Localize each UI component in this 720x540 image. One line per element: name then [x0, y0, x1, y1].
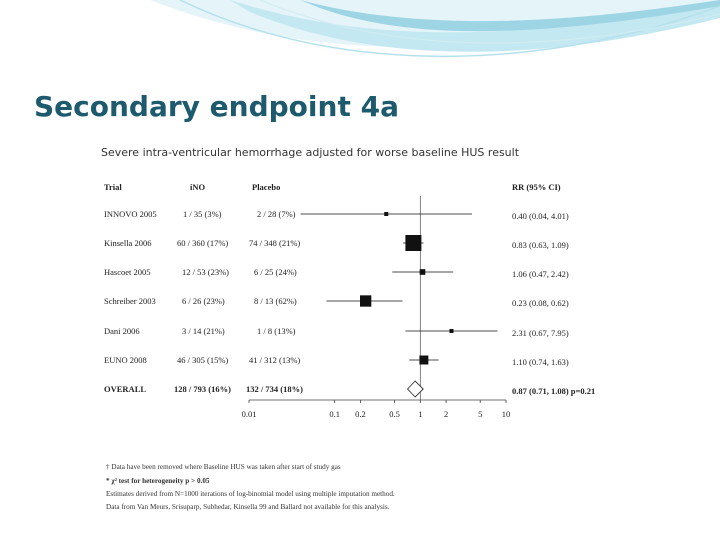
placebo-count: 6 / 25 (24%) — [254, 267, 297, 277]
trial-name: Schreiber 2003 — [104, 296, 156, 306]
point-estimate-square — [420, 269, 426, 275]
chart-subtitle: Severe intra-ventricular hemorrhage adjusted for worse baseline HUS result — [101, 146, 520, 159]
header-trial: Trial — [104, 182, 122, 192]
x-tick-label: 1 — [418, 409, 423, 419]
placebo-count: 1 / 8 (13%) — [257, 326, 296, 336]
rr-value: 1.10 (0.74, 1.63) — [512, 357, 569, 367]
trial-name: Kinsella 2006 — [104, 238, 152, 248]
rr-value: 2.31 (0.67, 7.95) — [512, 328, 569, 338]
x-tick-label: 10 — [501, 409, 511, 419]
placebo-count: 74 / 348 (21%) — [249, 238, 301, 248]
ino-count: 12 / 53 (23%) — [182, 267, 229, 277]
header-rr: RR (95% CI) — [512, 182, 561, 192]
ino-count: 46 / 305 (15%) — [177, 355, 229, 365]
x-tick-label: 2 — [443, 409, 449, 419]
trial-name: Dani 2006 — [104, 326, 140, 336]
rr-value: 0.23 (0.08, 0.62) — [512, 298, 569, 308]
rr-value: 1.06 (0.47, 2.42) — [512, 269, 569, 279]
slide-title: Secondary endpoint 4a — [34, 90, 399, 123]
header-ino: iNO — [190, 182, 206, 192]
rr-value: 0.40 (0.04, 4.01) — [512, 211, 569, 221]
ino-count: 1 / 35 (3%) — [183, 209, 222, 219]
x-tick-label: 0.01 — [241, 409, 257, 419]
placebo-count: 8 / 13 (62%) — [254, 296, 297, 306]
point-estimate-square — [419, 356, 428, 365]
rr-value: 0.83 (0.63, 1.09) — [512, 240, 569, 250]
x-tick-label: 5 — [478, 409, 483, 419]
footnote-heterogeneity: * χ² test for heterogeneity p > 0.05 — [106, 477, 210, 485]
overall-placebo-count: 132 / 734 (18%) — [246, 384, 303, 394]
placebo-count: 41 / 312 (13%) — [249, 355, 301, 365]
x-tick-label: 0.5 — [389, 409, 400, 419]
overall-ino-count: 128 / 793 (16%) — [174, 384, 231, 394]
ino-count: 6 / 26 (23%) — [182, 296, 225, 306]
x-tick-label: 0.1 — [329, 409, 340, 419]
footnote-data-sources: Data from Van Meurs, Srisuparp, Subhedar, Kinsella 99 and Ballard not available for this analysis. — [106, 503, 390, 511]
point-estimate-square — [449, 329, 453, 333]
ino-count: 3 / 14 (21%) — [182, 326, 225, 336]
trial-name: EUNO 2008 — [104, 355, 147, 365]
point-estimate-square — [384, 212, 388, 216]
point-estimate-square — [360, 295, 371, 306]
header-placebo: Placebo — [252, 182, 281, 192]
overall-diamond — [408, 381, 424, 397]
footnote-estimates: Estimates derived from N=1000 iterations of log-binomial model using multiple imputation method. — [106, 490, 395, 498]
trial-name: Hascoet 2005 — [104, 267, 151, 277]
overall-label: OVERALL — [104, 384, 147, 394]
footnote-data-removed: † Data have been removed where Baseline HUS was taken after start of study gas — [106, 463, 341, 471]
ino-count: 60 / 360 (17%) — [177, 238, 229, 248]
trial-name: INNOVO 2005 — [104, 209, 157, 219]
placebo-count: 2 / 28 (7%) — [257, 209, 296, 219]
point-estimate-square — [405, 235, 421, 251]
x-tick-label: 0.2 — [355, 409, 366, 419]
overall-rr-value: 0.87 (0.71, 1.08) p=0.21 — [512, 386, 596, 396]
